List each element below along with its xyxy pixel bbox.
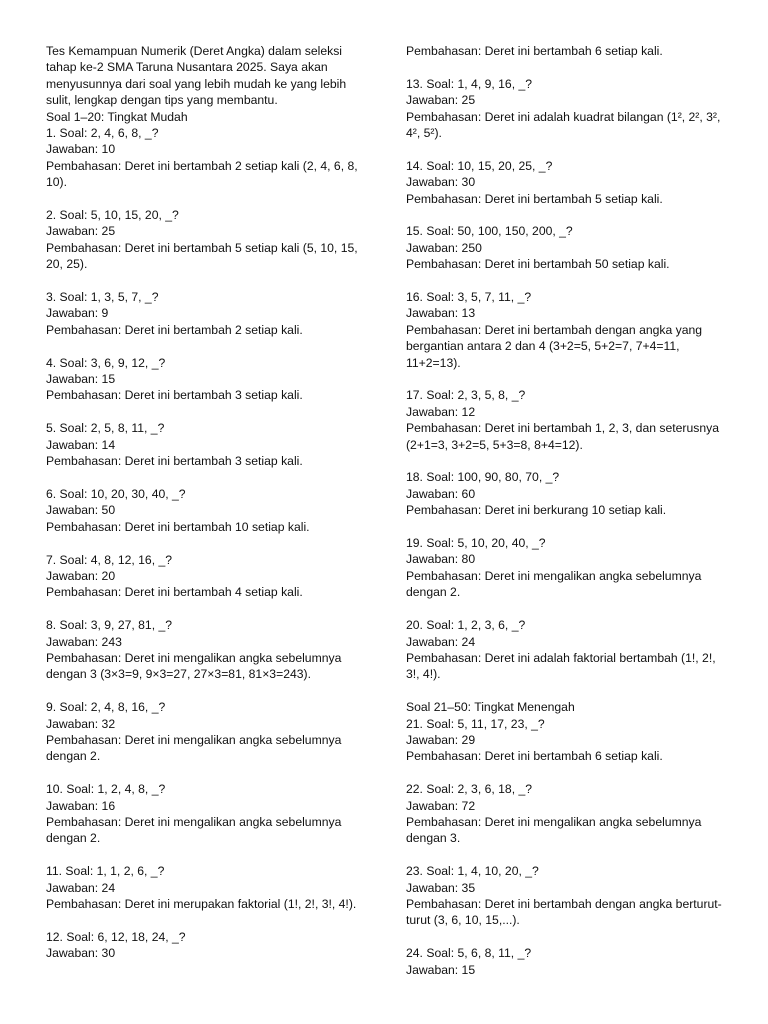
- question-soal: 5. Soal: 2, 5, 8, 11, _?: [46, 421, 165, 436]
- question-jawaban: Jawaban: 24: [406, 634, 476, 649]
- question-soal: 19. Soal: 5, 10, 20, 40, _?: [406, 536, 546, 551]
- question-pembahasan: Pembahasan: Deret ini bertambah 2 setiap kali (2, 4, 6, 8, 10).: [46, 158, 358, 190]
- section-heading-easy: Soal 1–20: Tingkat Mudah: [46, 109, 188, 124]
- question-soal: 22. Soal: 2, 3, 6, 18, _?: [406, 782, 533, 797]
- question-soal: 9. Soal: 2, 4, 8, 16, _?: [46, 700, 166, 715]
- question-pembahasan: Pembahasan: Deret ini adalah kuadrat bilangan (1², 2², 3², 4², 5²).: [406, 109, 721, 141]
- question-item: [406, 158, 730, 207]
- question-soal: 14. Soal: 10, 15, 20, 25, _?: [406, 158, 553, 173]
- question-pembahasan: Pembahasan: Deret ini bertambah 10 setiap kali.: [46, 519, 310, 534]
- question-pembahasan: Pembahasan: Deret ini bertambah 2 setiap kali.: [46, 322, 303, 337]
- question-soal: 20. Soal: 1, 2, 3, 6, _?: [406, 618, 526, 633]
- right-column: [406, 43, 730, 994]
- question-item: [406, 863, 730, 929]
- question-soal: 24. Soal: 5, 6, 8, 11, _?: [406, 946, 532, 961]
- question-list-left: [46, 125, 368, 962]
- question-pembahasan: Pembahasan: Deret ini adalah faktorial bertambah (1!, 2!, 3!, 4!).: [406, 650, 716, 682]
- question-list-right: [406, 76, 730, 683]
- question-item: [46, 617, 368, 683]
- question-soal: 3. Soal: 1, 3, 5, 7, _?: [46, 290, 159, 305]
- question-jawaban: Jawaban: 250: [406, 240, 482, 255]
- question-item: [406, 535, 730, 601]
- question-item: [46, 552, 368, 601]
- question-item: [406, 945, 730, 978]
- intro-paragraph: Tes Kemampuan Numerik (Deret Angka) dalam seleksi tahap ke-2 SMA Taruna Nusantara 2025. Saya akan menyusunnya dari soal yang lebih mudah ke yang lebih sulit, lengkap dengan tips yang membantu.: [46, 44, 347, 108]
- question-item: [406, 716, 730, 765]
- question-soal: 6. Soal: 10, 20, 30, 40, _?: [46, 486, 186, 501]
- question-jawaban: Jawaban: 35: [406, 880, 476, 895]
- question-item: [46, 486, 368, 535]
- question-soal: 10. Soal: 1, 2, 4, 8, _?: [46, 782, 166, 797]
- question-item: [406, 223, 730, 272]
- question-pembahasan: Pembahasan: Deret ini mengalikan angka sebelumnya dengan 2.: [406, 568, 702, 600]
- question-soal: 7. Soal: 4, 8, 12, 16, _?: [46, 552, 173, 567]
- question-soal: 2. Soal: 5, 10, 15, 20, _?: [46, 208, 179, 223]
- question-pembahasan: Pembahasan: Deret ini bertambah 5 setiap kali.: [406, 191, 663, 206]
- question-jawaban: Jawaban: 32: [46, 716, 116, 731]
- question-item: [406, 469, 730, 518]
- question-soal: 15. Soal: 50, 100, 150, 200, _?: [406, 224, 573, 239]
- question-pembahasan: Pembahasan: Deret ini bertambah dengan angka yang bergantian antara 2 dan 4 (3+2=5, 5+2=7, 7+4=11, 11+2=13).: [406, 322, 703, 370]
- question-soal: 23. Soal: 1, 4, 10, 20, _?: [406, 864, 539, 879]
- question-pembahasan: Pembahasan: Deret ini bertambah 6 setiap kali.: [406, 749, 663, 764]
- question-pembahasan: Pembahasan: Deret ini mengalikan angka sebelumnya dengan 3.: [406, 814, 702, 846]
- question-jawaban: Jawaban: 25: [406, 93, 476, 108]
- question-item: [406, 289, 730, 371]
- question-jawaban: Jawaban: 12: [406, 404, 476, 419]
- question-pembahasan: Pembahasan: Deret ini bertambah 50 setiap kali.: [406, 257, 670, 272]
- question-jawaban: Jawaban: 30: [46, 946, 116, 961]
- question-list-right-medium: [406, 716, 730, 978]
- left-column: [46, 43, 368, 978]
- question-item: [46, 289, 368, 338]
- question-jawaban: Jawaban: 25: [46, 224, 116, 239]
- question-item: [406, 76, 730, 142]
- question-pembahasan: Pembahasan: Deret ini merupakan faktorial (1!, 2!, 3!, 4!).: [46, 896, 357, 911]
- question-pembahasan: Pembahasan: Deret ini mengalikan angka sebelumnya dengan 2.: [46, 814, 342, 846]
- question-jawaban: Jawaban: 13: [406, 306, 476, 321]
- question-pembahasan: Pembahasan: Deret ini bertambah 4 setiap kali.: [46, 585, 303, 600]
- question-soal: 17. Soal: 2, 3, 5, 8, _?: [406, 388, 526, 403]
- question-soal: 21. Soal: 5, 11, 17, 23, _?: [406, 716, 545, 731]
- question-jawaban: Jawaban: 15: [406, 962, 476, 977]
- question-pembahasan: Pembahasan: Deret ini berkurang 10 setiap kali.: [406, 503, 667, 518]
- question-jawaban: Jawaban: 50: [46, 503, 116, 518]
- question-item: [406, 617, 730, 683]
- question-jawaban: Jawaban: 72: [406, 798, 476, 813]
- section-heading-medium: Soal 21–50: Tingkat Menengah: [406, 700, 575, 715]
- question-item: [46, 355, 368, 404]
- question-soal: 4. Soal: 3, 6, 9, 12, _?: [46, 355, 166, 370]
- question-item: [46, 929, 368, 962]
- question-jawaban: Jawaban: 15: [46, 372, 116, 387]
- question-soal: 12. Soal: 6, 12, 18, 24, _?: [46, 929, 186, 944]
- question-item: [406, 781, 730, 847]
- question-pembahasan: Pembahasan: Deret ini bertambah 3 setiap kali.: [46, 388, 303, 403]
- question-soal: 13. Soal: 1, 4, 9, 16, _?: [406, 76, 533, 91]
- question-jawaban: Jawaban: 29: [406, 732, 476, 747]
- question-item: [46, 699, 368, 765]
- question-jawaban: Jawaban: 80: [406, 552, 476, 567]
- question-pembahasan: Pembahasan: Deret ini mengalikan angka sebelumnya dengan 3 (3×3=9, 9×3=27, 27×3=81, 81×3=243).: [46, 650, 342, 682]
- question-item: [46, 781, 368, 847]
- question-jawaban: Jawaban: 16: [46, 798, 116, 813]
- question-pembahasan: Pembahasan: Deret ini bertambah dengan angka berturut-turut (3, 6, 10, 15,...).: [406, 896, 722, 928]
- question-jawaban: Jawaban: 243: [46, 634, 122, 649]
- question-jawaban: Jawaban: 9: [46, 306, 109, 321]
- question-pembahasan: Pembahasan: Deret ini bertambah 1, 2, 3, dan seterusnya (2+1=3, 3+2=5, 5+3=8, 8+4=12).: [406, 421, 720, 452]
- question-pembahasan: Pembahasan: Deret ini mengalikan angka sebelumnya dengan 2.: [46, 732, 342, 764]
- question-soal: 18. Soal: 100, 90, 80, 70, _?: [406, 470, 560, 485]
- question-jawaban: Jawaban: 60: [406, 486, 476, 501]
- question-item: [46, 125, 368, 191]
- question-item: [46, 207, 368, 273]
- question-jawaban: Jawaban: 30: [406, 175, 476, 190]
- question-jawaban: Jawaban: 24: [46, 880, 116, 895]
- question-soal: 1. Soal: 2, 4, 6, 8, _?: [46, 126, 159, 141]
- question-soal: 16. Soal: 3, 5, 7, 11, _?: [406, 290, 532, 305]
- question-12-explanation: Pembahasan: Deret ini bertambah 6 setiap kali.: [406, 44, 663, 58]
- question-jawaban: Jawaban: 10: [46, 142, 116, 157]
- question-soal: 8. Soal: 3, 9, 27, 81, _?: [46, 618, 173, 633]
- question-soal: 11. Soal: 1, 1, 2, 6, _?: [46, 864, 165, 879]
- question-item: [406, 387, 730, 453]
- question-item: [46, 420, 368, 469]
- question-jawaban: Jawaban: 20: [46, 568, 116, 583]
- question-jawaban: Jawaban: 14: [46, 437, 116, 452]
- question-pembahasan: Pembahasan: Deret ini bertambah 3 setiap kali.: [46, 454, 303, 469]
- question-pembahasan: Pembahasan: Deret ini bertambah 5 setiap kali (5, 10, 15, 20, 25).: [46, 240, 358, 272]
- question-item: [46, 863, 368, 912]
